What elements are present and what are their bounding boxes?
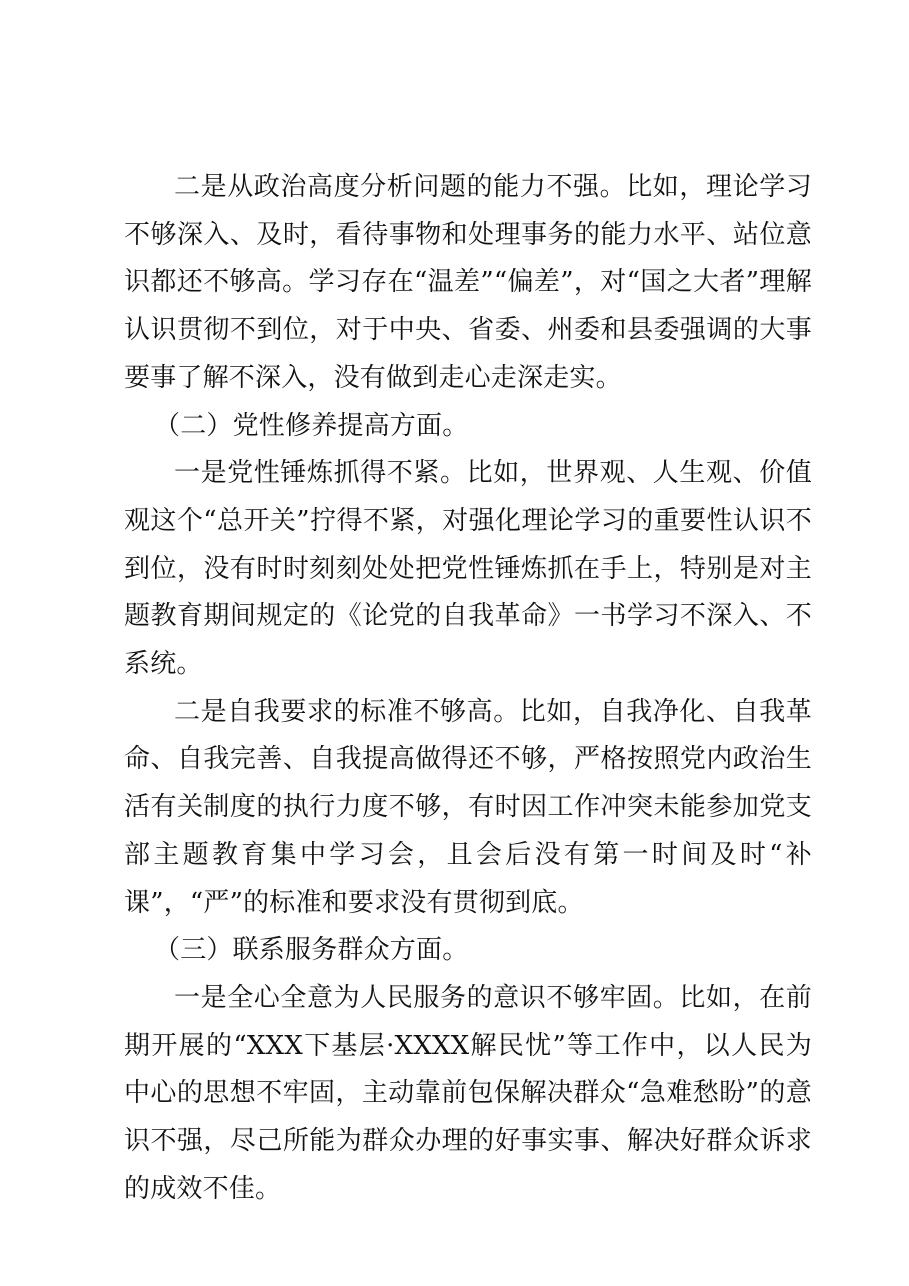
paragraph-self-requirements: 二是自我要求的标准不够高。比如，自我净化、自我革命、自我完善、自我提高做得还不够，严格按照党内政治生活有关制度的执行力度不够，有时因工作冲突未能参加党支部主题教育集中学习会，且会后没有第一时间及时“补课”，“严”的标准和要求没有贯彻到底。 xyxy=(124,696,812,918)
paragraph-party-spirit-tempering: 一是党性锤炼抓得不紧。比如，世界观、人生观、价值观这个“总开关”拧得不紧，对强化理论学习的重要性认识不到位，没有时时刻刻处处把党性锤炼抓在手上，特别是对主题教育期间规定的《论党的自我革命》一书学习不深入、不系统。 xyxy=(124,458,812,680)
section-heading-serving-masses: （三）联系服务群众方面。 xyxy=(154,935,469,966)
section-heading-party-spirit: （二）党性修养提高方面。 xyxy=(154,410,469,441)
paragraph-serving-people: 一是全心全意为人民服务的意识不够牢固。比如，在前期开展的“XXX下基层·XXXX解民忧”等工作中，以人民为中心的思想不牢固，主动靠前包保解决群众“急难愁盼”的意识不强，尽己所能为群众办理的好事实事、解决好群众诉求的成效不佳。 xyxy=(124,982,812,1204)
paragraph-political-analysis: 二是从政治高度分析问题的能力不强。比如，理论学习不够深入、及时，看待事物和处理事务的能力水平、站位意识都还不够高。学习存在“温差”“偏差”，对“国之大者”理解认识贯彻不到位，对于中央、省委、州委和县委强调的大事要事了解不深入，没有做到走心走深走实。 xyxy=(124,172,812,393)
document-body xyxy=(124,164,812,1213)
